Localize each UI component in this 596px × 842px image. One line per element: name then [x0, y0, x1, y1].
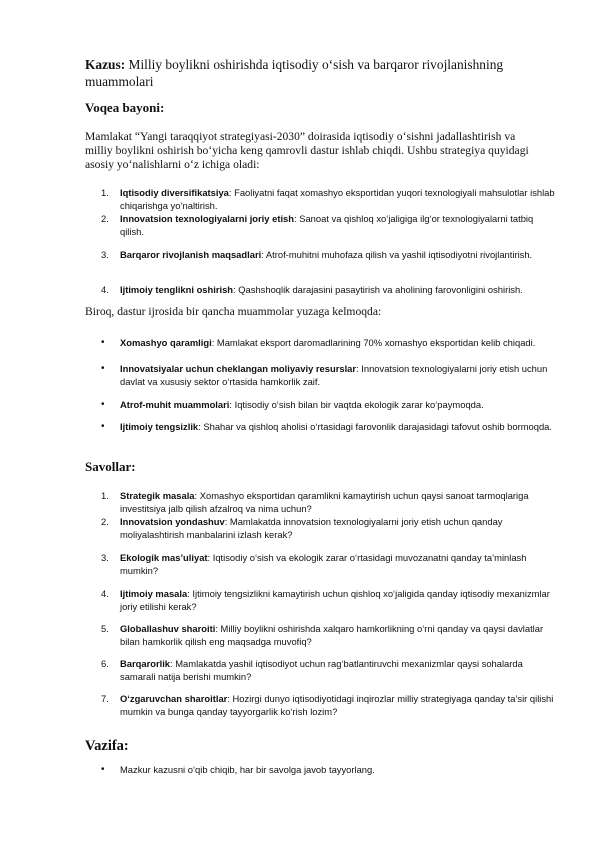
- question-title: Strategik masala: [120, 490, 195, 501]
- case-title-label: Kazus:: [85, 57, 126, 72]
- list-number: 1.: [101, 490, 109, 501]
- question-item: [101, 515, 556, 541]
- question-title: Innovatsion yondashuv: [120, 516, 225, 527]
- problem-title: Ijtimoiy tengsizlik: [120, 421, 199, 432]
- list-number: 2.: [101, 516, 109, 527]
- case-title-text: Milliy boylikni oshirishda iqtisodiy o‘sish va barqaror rivojlanishning muammolari: [85, 57, 504, 89]
- question-text: : Milliy boylikni oshirishda xalqaro hamkorlikning o‘rni qanday va qaysi davlatlar bilan hamkorlik qilish eng maqsadga muvofiq?: [120, 623, 544, 647]
- question-item: [101, 489, 556, 515]
- intro-paragraph: Mamlakat “Yangi taraqqiyot strategiyasi-2030” doirasida iqtisodiy o‘sishni jadallashtirish va milliy boylikni oshirish bo‘yicha keng qamrovli dastur ishlab chiqdi. Ushbu strategiya quyidagi asosiy yo‘nalishlarni o‘z ichiga oladi:: [85, 130, 529, 171]
- question-text: : Mamlakatda innovatsion texnologiyalarni joriy etish uchun qanday moliyalashtirish manbalarini izlash kerak?: [120, 516, 503, 540]
- section-heading-voqea: Voqea bayoni:: [85, 100, 165, 115]
- case-title: [85, 56, 525, 90]
- question-text: : Mamlakatda yashil iqtisodiyot uchun rag‘batlantiruvchi mexanizmlar qaysi sohalarda samarali natija berishi mumkin?: [120, 658, 523, 682]
- problem-item: [101, 398, 556, 411]
- problem-item: [101, 336, 556, 349]
- bullet-icon: •: [101, 337, 105, 348]
- problems-intro: Biroq, dastur ijrosida bir qancha muammolar yuzaga kelmoqda:: [85, 305, 382, 318]
- direction-title: Innovatsion texnologiyalarni joriy etish: [120, 213, 294, 224]
- question-item: [101, 587, 556, 613]
- direction-text: : Sanoat va qishloq xo‘jaligiga ilg‘or texnologiyalarni tatbiq qilish.: [120, 213, 534, 237]
- list-number: 1.: [101, 187, 109, 198]
- bullet-icon: •: [101, 764, 105, 775]
- question-item: [101, 551, 556, 577]
- question-title: Ekologik mas’uliyat: [120, 552, 208, 563]
- question-title: Globallashuv sharoiti: [120, 623, 216, 634]
- direction-text: : Qashshoqlik darajasini pasaytirish va aholining farovonligini oshirish.: [233, 284, 523, 295]
- problem-item: [101, 362, 556, 388]
- direction-title: Ijtimoiy tenglikni oshirish: [120, 284, 234, 295]
- list-number: 5.: [101, 623, 109, 634]
- question-item: [101, 622, 556, 648]
- task-text: Mazkur kazusni o‘qib chiqib, har bir savolga javob tayyorlang.: [120, 764, 375, 775]
- question-item: [101, 657, 556, 683]
- question-text: : Iqtisodiy o‘sish va ekologik zarar o‘rtasidagi muvozanatni qanday ta’minlash mumkin?: [120, 552, 527, 576]
- bullet-icon: •: [101, 363, 105, 374]
- list-number: 3.: [101, 552, 109, 563]
- problem-text: : Iqtisodiy o‘sish bilan bir vaqtda ekologik zarar ko‘paymoqda.: [229, 399, 484, 410]
- task-item: [101, 763, 556, 776]
- problem-item: [101, 420, 556, 433]
- problem-title: Innovatsiyalar uchun cheklangan moliyaviy resurslar: [120, 363, 357, 374]
- problem-text: : Mamlakat eksport daromadlarining 70% xomashyo eksportidan kelib chiqadi.: [211, 337, 536, 348]
- list-number: 7.: [101, 693, 109, 704]
- section-heading-vazifa: Vazifa:: [85, 738, 129, 754]
- question-title: O‘zgaruvchan sharoitlar: [120, 693, 228, 704]
- direction-text: : Atrof-muhitni muhofaza qilish va yashil iqtisodiyotni rivojlantirish.: [261, 249, 533, 260]
- question-text: : Hozirgi dunyo iqtisodiyotidagi inqirozlar milliy strategiyaga qanday ta’sir qilishi mumkin va bunga qanday tayyorgarlik ko‘rish lozim?: [120, 693, 554, 717]
- direction-item: [101, 186, 556, 212]
- bullet-icon: •: [101, 399, 105, 410]
- question-item: [101, 692, 556, 718]
- list-number: 2.: [101, 213, 109, 224]
- list-number: 3.: [101, 249, 109, 260]
- problem-title: Xomashyo qaramligi: [120, 337, 212, 348]
- problem-text: : Innovatsion texnologiyalarni joriy etish uchun davlat va xususiy sektor o‘rtasida hamkorlik zaif.: [120, 363, 548, 387]
- direction-item: [101, 283, 556, 296]
- question-text: : Xomashyo eksportidan qaramlikni kamaytirish uchun qaysi sanoat tarmoqlariga investitsiya jalb qilish afzalroq va nima uchun?: [120, 490, 529, 514]
- direction-title: Iqtisodiy diversifikatsiya: [120, 187, 229, 198]
- list-number: 4.: [101, 284, 109, 295]
- problem-text: : Shahar va qishloq aholisi o‘rtasidagi farovonlik darajasidagi tafovut oshib bormoqda.: [198, 421, 552, 432]
- list-number: 6.: [101, 658, 109, 669]
- question-title: Barqarorlik: [120, 658, 171, 669]
- bullet-icon: •: [101, 421, 105, 432]
- section-heading-savollar: Savollar:: [85, 459, 136, 474]
- question-title: Ijtimoiy masala: [120, 588, 188, 599]
- direction-title: Barqaror rivojlanish maqsadlari: [120, 249, 262, 260]
- direction-item: [101, 212, 556, 238]
- question-text: : Ijtimoiy tengsizlikni kamaytirish uchun qishloq xo‘jaligida qanday iqtisodiy mexanizmlar joriy etilishi kerak?: [120, 588, 550, 612]
- list-number: 4.: [101, 588, 109, 599]
- problem-title: Atrof-muhit muammolari: [120, 399, 230, 410]
- direction-item: [101, 248, 556, 261]
- direction-text: : Faoliyatni faqat xomashyo eksportidan yuqori texnologiyali mahsulotlar ishlab chiqarishga yo‘naltirish.: [120, 187, 555, 211]
